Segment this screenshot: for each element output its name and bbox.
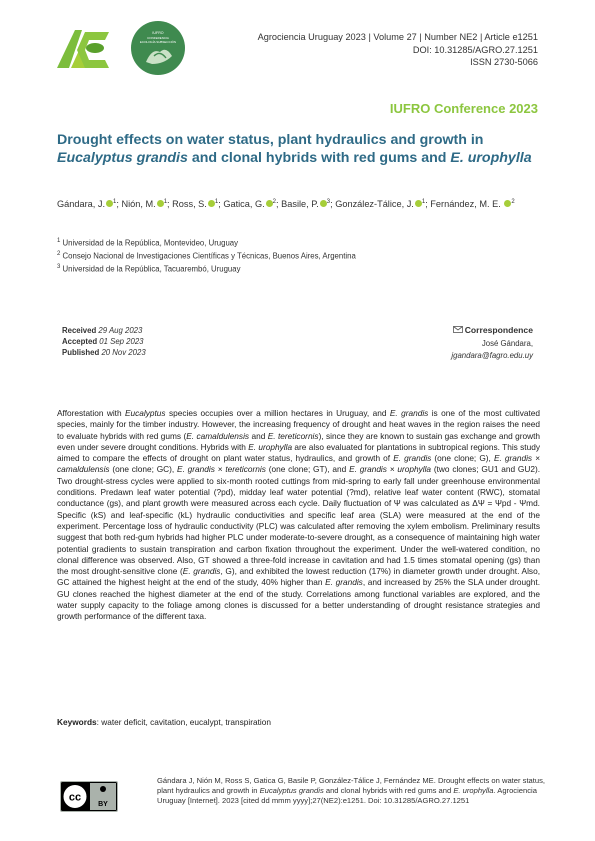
author-name: Basile, P. bbox=[281, 199, 319, 210]
text-run: E. grandis × camaldulensis bbox=[57, 453, 540, 475]
issn: ISSN 2730-5066 bbox=[470, 57, 538, 67]
affiliation-number: 1 bbox=[57, 238, 61, 244]
orcid-icon[interactable] bbox=[106, 200, 113, 207]
text-run: E. grandis bbox=[182, 566, 221, 577]
text-run: Eucalyptus grandis bbox=[259, 786, 324, 796]
author-affiliation-ref: 1 bbox=[113, 199, 117, 205]
author-name: Gándara, J. bbox=[57, 199, 106, 210]
correspondence-label: Correspondence bbox=[464, 325, 533, 335]
author-affiliation-ref: 1 bbox=[421, 199, 426, 205]
title-line-1: Drought effects on water status, plant hydraulics and growth in bbox=[57, 132, 484, 148]
author-name: Ross, S. bbox=[172, 199, 207, 210]
citation bbox=[157, 776, 547, 807]
text-run: , G), and exhibited the lowest reduction (17%) in diameter growth under drought. Also, GC attained the highest height at the end of the study, 40% higher than bbox=[57, 566, 540, 588]
envelope-icon bbox=[453, 326, 463, 333]
text-run: Gándara J, Nión M, Ross S, Gatica G, Basile P, González-Tálice J, Fernández ME. Drought effects on water status, plant hydraulics and growth in bbox=[157, 776, 546, 796]
text-run: E. grandis × urophylla bbox=[349, 464, 432, 475]
accepted-value: 01 Sep 2023 bbox=[99, 337, 144, 346]
orcid-icon[interactable] bbox=[415, 200, 422, 207]
author-affiliation-ref: 2 bbox=[272, 199, 277, 205]
author-name: Fernández, M. E. bbox=[430, 199, 501, 210]
text-run: E. camaldulensis bbox=[186, 430, 250, 441]
text-run: and clonal hybrids with red gums and bbox=[323, 786, 454, 796]
text-run: (one clone; GC), bbox=[109, 464, 178, 475]
journal-line: Agrociencia Uruguay 2023 | Volume 27 | Number NE2 | Article e1251 bbox=[257, 32, 538, 42]
text-run: . Agrociencia Uruguay [Internet]. 2023 [cited dd mmm yyyy];27(NE2):e1251. Doi: 10.31285/AGRO.27.1251 bbox=[157, 786, 537, 806]
received-label: Received bbox=[62, 326, 97, 335]
text-run: (one clone; GT), and bbox=[265, 464, 350, 475]
affiliation-number: 3 bbox=[57, 264, 61, 270]
orcid-icon[interactable] bbox=[320, 200, 327, 207]
orcid-icon[interactable] bbox=[208, 200, 215, 207]
author-name: González-Tálice, J. bbox=[335, 199, 414, 210]
text-run: and bbox=[249, 430, 268, 441]
text-run: , and increased by 25% the SLA under drought. GU clones reached the highest diameter at the end of the study. Correlations among functional variables are explored, and the water supply capacity to the foliage among clones is discussed for a better understanding of drought resistance strategies and growth performance of the different taxa. bbox=[57, 577, 540, 622]
email-link[interactable]: jgandara@fagro.edu.uy bbox=[451, 351, 533, 360]
author-list: Gándara, J. $^1$; Nión, M. $^1$; Ross, S. $^1$; Gatica, G. $^2$; Basile, P. $^3$; González-Tálice, J. $^1$; Fernández, M. E. $^2$ bbox=[57, 199, 515, 210]
accepted-label: Accepted bbox=[62, 337, 98, 346]
svg-text:IUFRO: IUFRO bbox=[152, 31, 164, 35]
author-affiliation-ref: 2 bbox=[511, 199, 515, 205]
keywords-label: Keywords bbox=[57, 717, 97, 727]
iufro-conference-logo bbox=[130, 20, 186, 76]
text-run: E. urophylla bbox=[248, 441, 293, 452]
svg-text:ECOLOGÍA SUBSECCIÓN: ECOLOGÍA SUBSECCIÓN bbox=[139, 40, 177, 44]
orcid-icon[interactable] bbox=[266, 200, 273, 207]
published-date bbox=[62, 347, 146, 358]
by-text: BY bbox=[98, 801, 108, 808]
cc-text: cc bbox=[68, 791, 82, 804]
text-run: E. grandis bbox=[325, 577, 363, 588]
affiliation-item bbox=[57, 249, 356, 262]
orcid-icon[interactable] bbox=[157, 200, 164, 207]
keywords-text: : water deficit, cavitation, eucalypt, transpiration bbox=[96, 717, 271, 727]
correspondence-heading bbox=[451, 324, 533, 338]
text-run: E. grandis bbox=[389, 408, 429, 418]
doi-link[interactable]: DOI: 10.31285/AGRO.27.1251 bbox=[412, 44, 538, 55]
abstract bbox=[57, 408, 540, 623]
author-name: Gatica, G. bbox=[223, 199, 265, 210]
svg-text:CONFERENCIA: CONFERENCIA bbox=[147, 36, 169, 40]
affiliation-text: Universidad de la República, Tacuarembó, Uruguay bbox=[62, 264, 241, 274]
text-run: species occupies over a million hectares in Uruguay, and bbox=[165, 408, 390, 418]
affiliation-number: 2 bbox=[57, 251, 61, 257]
text-run: Eucalyptus bbox=[124, 408, 166, 418]
author-affiliation-ref: 3 bbox=[326, 199, 331, 205]
text-run: E. urophylla bbox=[453, 786, 494, 796]
agrociencia-logo bbox=[55, 24, 111, 70]
keywords bbox=[57, 717, 271, 727]
text-run: E. tereticornis bbox=[267, 430, 319, 441]
accepted-date bbox=[62, 336, 146, 347]
author-affiliation-ref: 1 bbox=[163, 199, 168, 205]
author-name: Nión, M. bbox=[121, 199, 156, 210]
affiliations bbox=[57, 236, 356, 275]
correspondence bbox=[451, 324, 533, 363]
received-date bbox=[62, 325, 146, 336]
text-run: are also evaluated for plantations in subtropical regions. This study aimed to compare the effects of drought on plant water status, hydraulics, and growth of bbox=[57, 441, 540, 464]
published-value: 20 Nov 2023 bbox=[101, 348, 146, 357]
text-run: Afforestation with bbox=[57, 408, 125, 418]
received-value: 29 Aug 2023 bbox=[98, 326, 143, 335]
text-run: E. grandis × tereticornis bbox=[177, 464, 266, 475]
text-run: ), since they are known to sustain gas exchange and growth even under severe drought conditions. Hybrids with bbox=[57, 430, 540, 452]
text-run: (two clones; GU1 and GU2). Two drought-stress cycles were applied to six-month rooted cuttings from mid-spring to early fall under greenhouse environmental conditions. Predawn leaf water potential (?pd), midday leaf water potential (?md), relative leaf water content (RWC), stomatal conductance (gs), and plant growth were measured across each cycle. Daily fluctuation of Ψ was calculated as ΔΨ = Ψpd - Ψmd. Specific (kS) and leaf-specific (kL) hydraulic conductivities and specific leaf area (SLA) were measured at the end of the experiment. Percentage loss of hydraulic conductivity (PLC) was calculated after removing the xylem embolism. Preliminary results suggest that both red-gum hybrids had higher PLC under moderate-to-severe drought, as a consequence of maintaining high water potential gradients to sustain transpiration and carbon fixation throughout the experiment. Under the well-watered condition, no clonal difference was observed. Also, GT showed a three-fold increase in cavitation and had 1.5 times stomatal opening (gs) than the most drought-sensitive clone ( bbox=[57, 464, 541, 577]
correspondence-email[interactable] bbox=[451, 350, 533, 363]
conference-label: IUFRO Conference 2023 bbox=[389, 101, 538, 116]
text-run: is one of the most cultivated species, mainly for the timber industry. However, the increasing frequency of drought and heat waves in the region raises the need to evaluate hybrids with red gums ( bbox=[57, 408, 541, 441]
cc-by-license-badge[interactable] bbox=[60, 781, 118, 812]
author-affiliation-ref: 1 bbox=[214, 199, 219, 205]
title-mid: and clonal hybrids with red gums and bbox=[187, 150, 451, 166]
affiliation-text: Universidad de la República, Montevideo, Uruguay bbox=[62, 238, 239, 248]
title-species-1: Eucalyptus grandis bbox=[57, 150, 188, 166]
title-species-2: E. urophylla bbox=[450, 150, 532, 166]
affiliation-item bbox=[57, 236, 356, 249]
correspondence-name: José Gándara, bbox=[481, 338, 533, 348]
paper-title bbox=[57, 131, 547, 167]
affiliation-item bbox=[57, 262, 356, 275]
journal-info bbox=[258, 31, 538, 69]
published-label: Published bbox=[62, 348, 100, 357]
affiliation-text: Consejo Nacional de Investigaciones Científicas y Técnicas, Buenos Aires, Argentina bbox=[62, 251, 356, 261]
text-run: (one clone; G), bbox=[431, 453, 494, 464]
article-dates bbox=[62, 325, 146, 358]
text-run: E. grandis bbox=[393, 453, 432, 464]
